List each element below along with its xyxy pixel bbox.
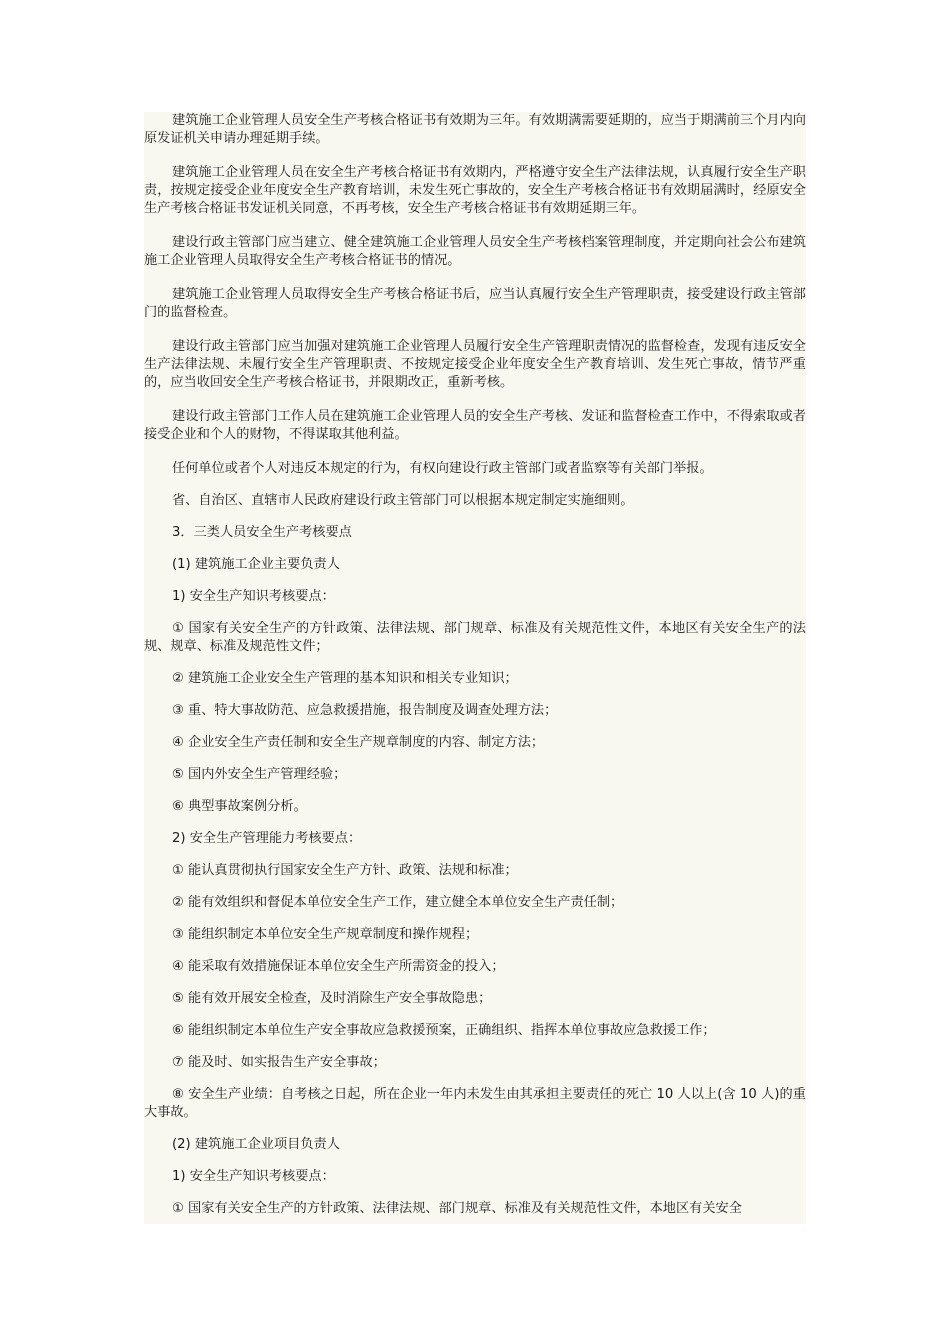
list-heading-knowledge: 1) 安全生产知识考核要点： [172,589,335,604]
paragraph-reporting-right: 任何单位或者个人对违反本规定的行为，有权向建设行政主管部门或者监察等有关部门举报。 [172,461,713,476]
list-item: ⑤ 能有效开展安全检查，及时消除生产安全事故隐患； [172,991,492,1006]
list-item: ⑥ 能组织制定本单位生产安全事故应急救援预案，正确组织、指挥本单位事故应急救援工作； [172,1023,716,1038]
subsection-heading-project-manager: (2) 建筑施工企业项目负责人 [172,1137,340,1152]
document-page [144,112,806,1224]
list-item: ⑧ 安全生产业绩：自考核之日起，所在企业一年内未发生由其承担主要责任的死亡 10 人以上(含 10 人)的重大事故。 [144,1087,806,1120]
paragraph-supervision-acceptance: 建筑施工企业管理人员取得安全生产考核合格证书后，应当认真履行安全生产管理职责，接受建设行政主管部门的监督检查。 [144,287,806,320]
list-heading-management-ability: 2) 安全生产管理能力考核要点： [172,831,362,846]
paragraph-staff-integrity: 建设行政主管部门工作人员在建筑施工企业管理人员的安全生产考核、发证和监督检查工作中，不得索取或者接受企业和个人的财物，不得谋取其他利益。 [144,409,806,442]
list-item: ① 国家有关安全生产的方针政策、法律法规、部门规章、标准及有关规范性文件，本地区有关安全生产的法规、规章、标准及规范性文件； [144,621,806,654]
list-item: ③ 重、特大事故防范、应急救援措施，报告制度及调查处理方法； [172,703,558,718]
paragraph-certificate-extension: 建筑施工企业管理人员在安全生产考核合格证书有效期内，严格遵守安全生产法律法规，认真履行安全生产职责，按规定接受企业年度安全生产教育培训，未发生死亡事故的，安全生产考核合格证书有效期届满时，经原安全生产考核合格证书发证机关同意，不再考核，安全生产考核合格证书有效期延期三年。 [144,165,806,216]
list-item: ⑦ 能及时、如实报告生产安全事故； [172,1055,386,1070]
list-item: ⑥ 典型事故案例分析。 [172,799,307,814]
paragraph-supervision-inspection: 建设行政主管部门应当加强对建筑施工企业管理人员履行安全生产管理职责情况的监督检查，发现有违反安全生产法律法规、未履行安全生产管理职责、不按规定接受企业年度安全生产教育培训、发生死亡事故，情节严重的，应当收回安全生产考核合格证书，并限期改正，重新考核。 [144,339,806,390]
list-item: ③ 能组织制定本单位安全生产规章制度和操作规程； [172,927,479,942]
list-item: ② 能有效组织和督促本单位安全生产工作，建立健全本单位安全生产责任制； [172,895,624,910]
list-item: ④ 企业安全生产责任制和安全生产规章制度的内容、制定方法； [172,735,545,750]
list-item: ⑤ 国内外安全生产管理经验； [172,767,347,782]
list-item: ① 国家有关安全生产的方针政策、法律法规、部门规章、标准及有关规范性文件，本地区有关安全 [172,1201,742,1216]
section-heading-three-types: 3．三类人员安全生产考核要点 [172,525,352,540]
list-item: ① 能认真贯彻执行国家安全生产方针、政策、法规和标准； [172,863,518,878]
list-heading-knowledge: 1) 安全生产知识考核要点： [172,1169,335,1184]
paragraph-certificate-validity: 建筑施工企业管理人员安全生产考核合格证书有效期为三年。有效期满需要延期的，应当于期满前三个月内向原发证机关申请办理延期手续。 [144,113,806,146]
list-item: ④ 能采取有效措施保证本单位安全生产所需资金的投入； [172,959,505,974]
subsection-heading-principal: (1) 建筑施工企业主要负责人 [172,557,340,572]
paragraph-archive-management: 建设行政主管部门应当建立、健全建筑施工企业管理人员安全生产考核档案管理制度，并定期向社会公布建筑施工企业管理人员取得安全生产考核合格证书的情况。 [144,235,806,268]
paragraph-implementation-rules: 省、自治区、直辖市人民政府建设行政主管部门可以根据本规定制定实施细则。 [172,493,634,508]
list-item: ② 建筑施工企业安全生产管理的基本知识和相关专业知识； [172,671,518,686]
